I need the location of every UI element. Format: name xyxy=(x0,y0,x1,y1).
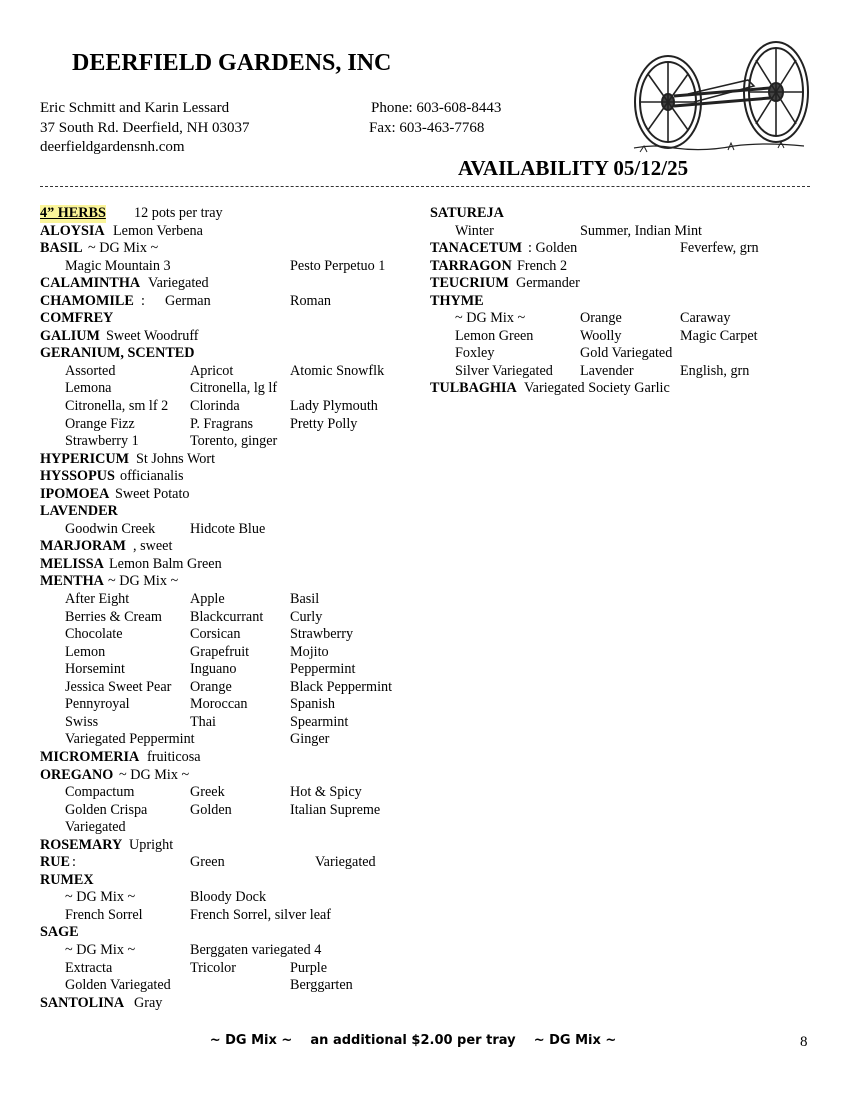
variety: Blackcurrant xyxy=(190,608,264,625)
plant-row xyxy=(40,538,420,556)
genus: COMFREY xyxy=(40,310,114,327)
colon: : xyxy=(72,854,76,871)
plant-row xyxy=(40,749,420,767)
plant-row xyxy=(40,258,420,276)
genus: RUMEX xyxy=(40,871,94,888)
variety: officianalis xyxy=(120,468,184,485)
plant-row xyxy=(40,802,420,820)
genus: CALAMINTHA xyxy=(40,275,141,292)
variety: Foxley xyxy=(455,345,495,362)
plant-row xyxy=(40,591,420,609)
plant-row xyxy=(40,714,420,732)
variety: French Sorrel, silver leaf xyxy=(190,906,332,923)
plant-row xyxy=(430,363,820,381)
variety: : Golden xyxy=(528,240,578,257)
plant-row xyxy=(40,310,420,328)
variety: Roman xyxy=(290,292,331,309)
plant-row xyxy=(40,503,420,521)
website: deerfieldgardensnh.com xyxy=(40,139,185,155)
genus: ALOYSIA xyxy=(40,222,105,239)
genus: IPOMOEA xyxy=(40,485,110,502)
variety: Greek xyxy=(190,784,225,801)
section-title: 4” HERBS xyxy=(40,205,106,221)
genus: TEUCRIUM xyxy=(430,275,509,292)
variety: Purple xyxy=(290,959,328,976)
variety: Lemona xyxy=(65,380,112,397)
variety: Thai xyxy=(190,713,216,730)
genus: LAVENDER xyxy=(40,503,118,520)
genus: MICROMERIA xyxy=(40,748,140,765)
variety: Citronella, sm lf 2 xyxy=(65,398,169,415)
variety: Berggaten variegated 4 xyxy=(190,941,322,958)
variety: Hidcote Blue xyxy=(190,520,266,537)
left-column xyxy=(40,205,420,1012)
variety: Black Peppermint xyxy=(290,678,393,695)
plant-row xyxy=(40,784,420,802)
variety: English, grn xyxy=(680,362,750,379)
variety: Variegated xyxy=(315,854,376,871)
variety: After Eight xyxy=(65,591,130,608)
variety: German xyxy=(165,292,211,309)
variety: ~ DG Mix ~ xyxy=(119,766,190,783)
variety: fruiticosa xyxy=(147,748,201,765)
header-divider xyxy=(40,186,810,187)
plant-row xyxy=(40,380,420,398)
plant-row xyxy=(40,854,420,872)
wagon-wheels-icon xyxy=(628,36,812,160)
variety: Caraway xyxy=(680,310,731,327)
variety: Woolly xyxy=(580,327,622,344)
variety: Magic Carpet xyxy=(680,327,758,344)
genus: MARJORAM xyxy=(40,538,126,555)
plant-row xyxy=(430,275,820,293)
genus: GERANIUM, SCENTED xyxy=(40,345,195,362)
variety: Bloody Dock xyxy=(190,889,267,906)
genus: THYME xyxy=(430,292,484,309)
variety: Hot & Spicy xyxy=(290,784,362,801)
plant-row xyxy=(40,819,420,837)
plant-row xyxy=(40,942,420,960)
variety: Clorinda xyxy=(190,398,240,415)
genus: TULBAGHIA xyxy=(430,380,517,397)
plant-row xyxy=(40,240,420,258)
variety: Apple xyxy=(190,591,225,608)
plant-row xyxy=(40,977,420,995)
variety: Peppermint xyxy=(290,661,356,678)
plant-row xyxy=(40,345,420,363)
plant-row xyxy=(40,960,420,978)
plant-row xyxy=(40,451,420,469)
plant-row xyxy=(40,661,420,679)
plant-row xyxy=(40,275,420,293)
genus: ROSEMARY xyxy=(40,836,123,853)
plant-row xyxy=(40,293,420,311)
variety: ~ DG Mix ~ xyxy=(108,573,179,590)
variety: Grapefruit xyxy=(190,643,250,660)
variety: Winter xyxy=(455,222,494,239)
genus: SAGE xyxy=(40,924,79,941)
variety: Spanish xyxy=(290,696,335,713)
variety: Lavender xyxy=(580,362,634,379)
variety: Upright xyxy=(129,836,174,853)
variety: Assorted xyxy=(65,362,116,379)
variety: , sweet xyxy=(133,538,173,555)
variety: Golden Variegated xyxy=(65,977,171,994)
variety: Pretty Polly xyxy=(290,415,358,432)
variety: Spearmint xyxy=(290,713,349,730)
section-header xyxy=(40,205,420,223)
genus: RUE xyxy=(40,854,70,871)
variety: ~ DG Mix ~ xyxy=(455,310,526,327)
variety: Italian Supreme xyxy=(290,801,381,818)
plant-row xyxy=(40,995,420,1013)
genus: SANTOLINA xyxy=(40,994,125,1011)
plant-row xyxy=(430,310,820,328)
variety: Pesto Perpetuo 1 xyxy=(290,257,386,274)
variety: Orange Fizz xyxy=(65,415,135,432)
genus: MENTHA xyxy=(40,573,104,590)
plant-row xyxy=(40,573,420,591)
plant-row xyxy=(40,679,420,697)
variety: Pennyroyal xyxy=(65,696,130,713)
genus: TANACETUM xyxy=(430,240,522,257)
plant-row xyxy=(40,328,420,346)
variety: Mojito xyxy=(290,643,329,660)
page-number: 8 xyxy=(800,1034,808,1050)
genus: HYSSOPUS xyxy=(40,468,115,485)
variety: Lemon Balm Green xyxy=(109,555,222,572)
variety: French Sorrel xyxy=(65,906,143,923)
genus: BASIL xyxy=(40,240,83,257)
plant-row xyxy=(430,205,820,223)
plant-row xyxy=(40,521,420,539)
plant-row xyxy=(40,486,420,504)
plant-row xyxy=(40,363,420,381)
availability-date: AVAILABILITY 05/12/25 xyxy=(458,156,689,180)
variety: Variegated xyxy=(148,275,209,292)
variety: Tricolor xyxy=(190,959,236,976)
genus: GALIUM xyxy=(40,327,100,344)
right-column xyxy=(430,205,820,398)
genus: OREGANO xyxy=(40,766,114,783)
variety: Atomic Snowflk xyxy=(290,362,385,379)
variety: ~ DG Mix ~ xyxy=(88,240,159,257)
plant-row xyxy=(40,416,420,434)
section-note: 12 pots per tray xyxy=(134,205,223,221)
variety: Chocolate xyxy=(65,626,123,643)
variety: Lemon xyxy=(65,643,106,660)
variety: Horsemint xyxy=(65,661,125,678)
variety: Sweet Potato xyxy=(115,485,190,502)
plant-row xyxy=(40,837,420,855)
fax: Fax: 603-463-7768 xyxy=(369,120,485,136)
plant-row xyxy=(40,468,420,486)
footer-note: ~ DG Mix ~ an additional $2.00 per tray ~ DG Mix ~ xyxy=(209,1033,617,1048)
genus: MELISSA xyxy=(40,555,104,572)
variety: Lemon Verbena xyxy=(113,222,203,239)
variety: Variegated Society Garlic xyxy=(524,380,670,397)
variety: St Johns Wort xyxy=(136,450,216,467)
variety: Feverfew, grn xyxy=(680,240,759,257)
variety: Lady Plymouth xyxy=(290,398,378,415)
genus: TARRAGON xyxy=(430,257,512,274)
variety: French 2 xyxy=(517,257,568,274)
variety: Apricot xyxy=(190,362,234,379)
plant-row xyxy=(40,872,420,890)
plant-row xyxy=(40,889,420,907)
plant-row xyxy=(430,328,820,346)
variety: Goodwin Creek xyxy=(65,520,156,537)
variety: Citronella, lg lf xyxy=(190,380,278,397)
variety: Strawberry xyxy=(290,626,354,643)
plant-row xyxy=(40,731,420,749)
plant-row xyxy=(430,240,820,258)
variety: Magic Mountain 3 xyxy=(65,257,171,274)
variety: Inguano xyxy=(190,661,237,678)
genus: SATUREJA xyxy=(430,205,504,221)
variety: Sweet Woodruff xyxy=(106,327,199,344)
plant-row xyxy=(40,223,420,241)
plant-row xyxy=(430,380,820,398)
genus: HYPERICUM xyxy=(40,450,130,467)
colon: : xyxy=(141,292,145,309)
genus: CHAMOMILE xyxy=(40,292,134,309)
plant-row xyxy=(40,907,420,925)
plant-row xyxy=(430,223,820,241)
company-name: DEERFIELD GARDENS, INC xyxy=(72,50,392,76)
variety: Golden xyxy=(190,801,232,818)
variety: Silver Variegated xyxy=(455,362,553,379)
plant-row xyxy=(40,556,420,574)
plant-row xyxy=(430,293,820,311)
variety: Summer, Indian Mint xyxy=(580,222,702,239)
plant-row xyxy=(430,345,820,363)
variety: Orange xyxy=(190,678,232,695)
owners: Eric Schmitt and Karin Lessard xyxy=(40,100,230,116)
plant-row xyxy=(40,644,420,662)
variety: P. Fragrans xyxy=(190,415,254,432)
variety: Variegated xyxy=(65,819,126,836)
plant-row xyxy=(40,398,420,416)
variety: Variegated Peppermint xyxy=(65,731,195,748)
phone: Phone: 603-608-8443 xyxy=(371,100,502,116)
variety: Corsican xyxy=(190,626,241,643)
variety: Germander xyxy=(516,275,580,292)
variety: Gray xyxy=(134,994,163,1011)
plant-row xyxy=(40,433,420,451)
variety: Torento, ginger xyxy=(190,433,278,450)
variety: Orange xyxy=(580,310,622,327)
variety: ~ DG Mix ~ xyxy=(65,941,136,958)
plant-row xyxy=(430,258,820,276)
plant-row xyxy=(40,924,420,942)
variety: Golden Crispa xyxy=(65,801,148,818)
variety: Jessica Sweet Pear xyxy=(65,678,172,695)
variety: Green xyxy=(190,854,225,871)
plant-row xyxy=(40,767,420,785)
variety: Basil xyxy=(290,591,320,608)
variety: Moroccan xyxy=(190,696,248,713)
variety: Extracta xyxy=(65,959,113,976)
variety: Lemon Green xyxy=(455,327,534,344)
variety: Curly xyxy=(290,608,323,625)
variety: Compactum xyxy=(65,784,135,801)
variety: Gold Variegated xyxy=(580,345,673,362)
address: 37 South Rd. Deerfield, NH 03037 xyxy=(40,120,250,136)
plant-row xyxy=(40,696,420,714)
variety: ~ DG Mix ~ xyxy=(65,889,136,906)
variety: Strawberry 1 xyxy=(65,433,139,450)
variety: Swiss xyxy=(65,713,99,730)
variety: Berries & Cream xyxy=(65,608,162,625)
plant-row xyxy=(40,609,420,627)
variety: Berggarten xyxy=(290,977,353,994)
plant-row xyxy=(40,626,420,644)
variety: Ginger xyxy=(290,731,330,748)
